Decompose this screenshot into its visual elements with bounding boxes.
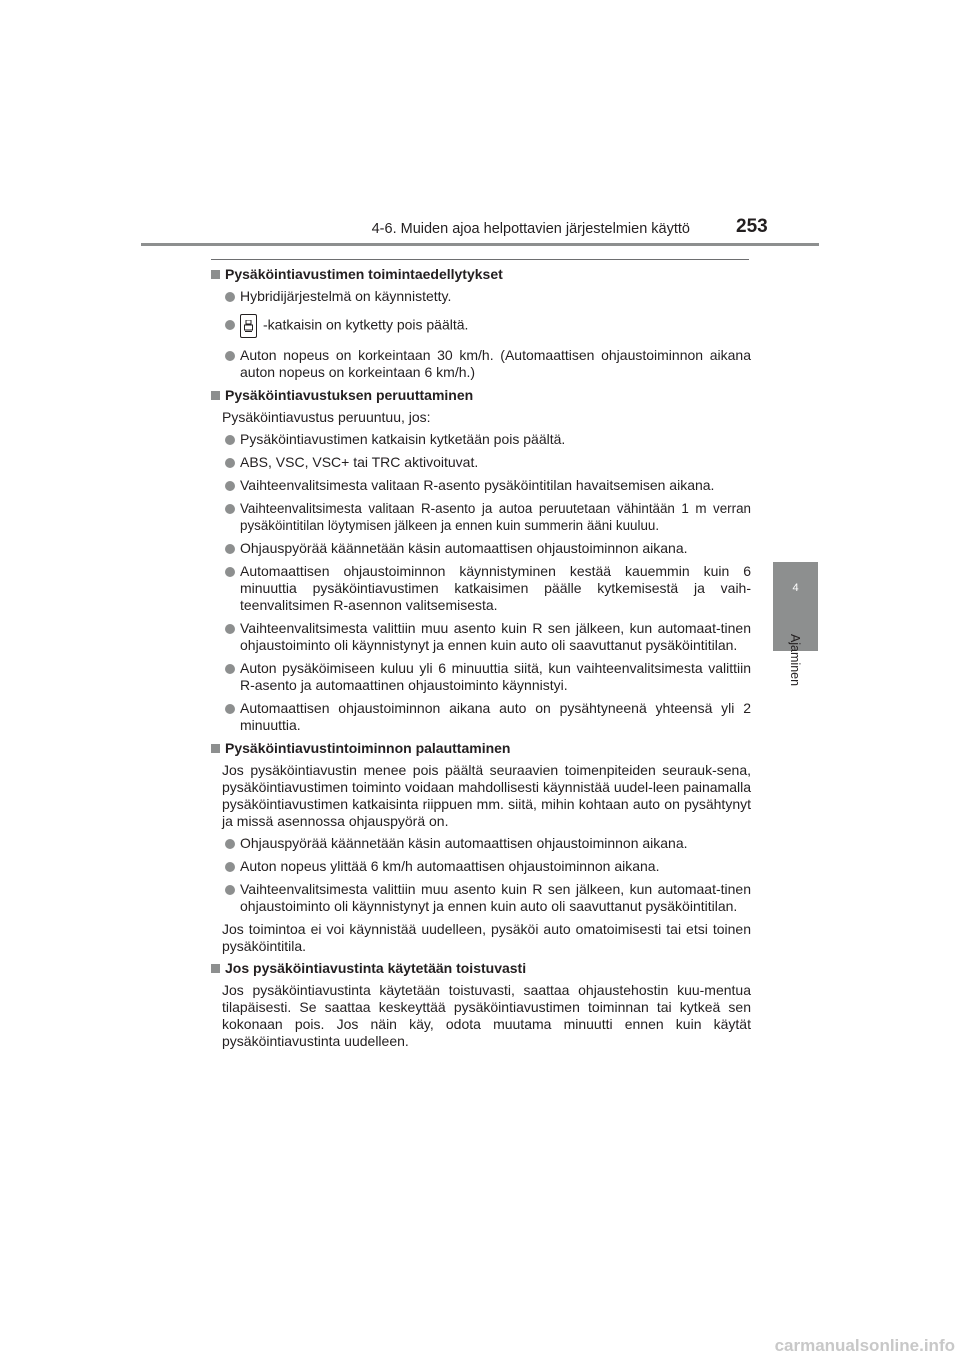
bullet-text: Ohjauspyörää käännetään käsin automaattisen ohjaustoiminnon aikana. (240, 835, 688, 851)
parking-assist-glyph-icon (244, 320, 253, 332)
heading-text: Pysäköintiavustimen toimintaedellytykset (225, 266, 503, 282)
paragraph: Jos pysäköintiavustinta käytetään toistuvasti, saattaa ohjaustehostin kuu-mentua tilapäisesti. Se saattaa keskeyttää pysäköintiavustimen toiminnan tai kytkeä sen kokonaan pois. Jos näin käy, odota muutama minuutti ennen kuin käytät pysäköintiavustinta uudelleen. (222, 982, 751, 1049)
section-heading-conditions (211, 266, 751, 283)
bullet-dot-icon (225, 292, 235, 302)
heading-square-icon (211, 391, 220, 400)
bullet-text: ABS, VSC, VSC+ tai TRC aktivoituvat. (240, 454, 479, 470)
bullet-text: Ohjauspyörää käännetään käsin automaattisen ohjaustoiminnon aikana. (240, 540, 688, 556)
bullet-item (211, 540, 751, 557)
bullet-dot-icon (225, 320, 235, 330)
bullet-text: -katkaisin on kytketty pois päältä. (263, 316, 469, 333)
chapter-tab-number: 4 (792, 582, 799, 594)
bullet-item (211, 454, 751, 471)
bullet-dot-icon (225, 624, 235, 634)
bullet-text: Vaihteenvalitsimesta valitaan R-asento pysäköintitilan havaitsemisen aikana. (240, 477, 715, 493)
bullet-text: Auton nopeus on korkeintaan 30 km/h. (Automaattisen ohjaustoiminnon aikana auton nopeus on korkeintaan 6 km/h.) (240, 347, 751, 380)
bullet-text: Pysäköintiavustimen katkaisin kytketään pois päältä. (240, 431, 566, 447)
page-content (211, 266, 751, 1055)
bullet-dot-icon (225, 567, 235, 577)
bullet-dot-icon (225, 351, 235, 361)
bullet-item (211, 881, 751, 915)
heading-square-icon (211, 744, 220, 753)
parking-assist-switch-icon (240, 314, 257, 338)
watermark: carmanualsonline.info (774, 1336, 955, 1355)
bullet-text: Auton pysäköimiseen kuluu yli 6 minuuttia siitä, kun vaihteenvalitsimesta valittiin R-asento ja automaattinen ohjaustoiminto käynnistyi. (240, 660, 751, 693)
heading-text: Jos pysäköintiavustinta käytetään toistuvasti (225, 960, 527, 976)
bullet-item (211, 500, 751, 534)
bullet-text: Vaihteenvalitsimesta valittiin muu asento kuin R sen jälkeen, kun automaat-tinen ohjaustoiminto oli käynnistynyt ja ennen kuin auto oli saavuttanut pysäköintitilan. (240, 881, 751, 914)
bullet-dot-icon (225, 885, 235, 895)
bullet-dot-icon (225, 704, 235, 714)
bullet-dot-icon (225, 435, 235, 445)
paragraph: Jos toimintoa ei voi käynnistää uudelleen, pysäköi auto omatoimisesti tai etsi toinen pysäköintitila. (222, 921, 751, 954)
chapter-tab-label-text: Ajaminen (788, 633, 802, 687)
section-heading-repeated (211, 960, 751, 977)
bullet-item (211, 431, 751, 448)
bullet-item (211, 700, 751, 734)
bullet-text: Automaattisen ohjaustoiminnon käynnistyminen kestää kauemmin kuin 6 minuuttia pysäköintiavustimen katkaisimen päälle kytkemisestä ja vaih-teenvalitsimen R-asennon valitsemisesta. (240, 563, 751, 613)
bullet-item (211, 347, 751, 381)
bullet-text: Automaattisen ohjaustoiminnon aikana auto on pysähtyneenä yhteensä yli 2 minuuttia. (240, 700, 751, 733)
bullet-dot-icon (225, 664, 235, 674)
bullet-item (211, 620, 751, 654)
bullet-text: Vaihteenvalitsimesta valittiin muu asento kuin R sen jälkeen, kun automaat-tinen ohjaustoiminto oli käynnistynyt ja ennen kuin auto oli saavuttanut pysäköintitilan. (240, 620, 751, 653)
bullet-item (211, 311, 751, 341)
chapter-tab-label (775, 625, 815, 695)
paragraph: Jos pysäköintiavustin menee pois päältä seuraavien toimenpiteiden seurauk-sena, pysäköintiavustimen toiminto voidaan mahdollisesti käynnistää uudel-leen painamalla pysäköintiavustimen katkaisinta riippuen mm. siitä, mihin kohtaan auto on pysähtynyt ja missä asennossa ohjauspyörä on. (222, 762, 751, 829)
heading-square-icon (211, 270, 220, 279)
page-number: 253 (736, 216, 768, 237)
bullet-text: Auton nopeus ylittää 6 km/h automaattisen ohjaustoiminnon aikana. (240, 858, 660, 874)
bullet-dot-icon (225, 458, 235, 468)
page-header-title: 4-6. Muiden ajoa helpottavien järjestelmien käyttö (371, 221, 690, 237)
bullet-item (211, 858, 751, 875)
heading-square-icon (211, 964, 220, 973)
bullet-item (211, 660, 751, 694)
paragraph: Pysäköintiavustus peruuntuu, jos: (222, 409, 431, 425)
section-heading-cancel (211, 387, 751, 404)
section-heading-restore (211, 740, 751, 757)
bullet-text: Hybridijärjestelmä on käynnistetty. (240, 288, 452, 304)
bullet-dot-icon (225, 481, 235, 491)
bullet-text: Vaihteenvalitsimesta valitaan R-asento ja autoa peruutetaan vähintään 1 m verran pysäköintitilan löytymisen jälkeen ja ennen kuin summerin ääni kuuluu. (240, 501, 751, 533)
content-top-divider (211, 259, 749, 260)
bullet-item (211, 288, 751, 305)
header-divider (141, 243, 819, 246)
heading-text: Pysäköintiavustuksen peruuttaminen (225, 387, 474, 403)
bullet-dot-icon (225, 862, 235, 872)
bullet-item (211, 563, 751, 614)
bullet-item (211, 835, 751, 852)
bullet-dot-icon (225, 544, 235, 554)
bullet-item (211, 477, 751, 494)
heading-text: Pysäköintiavustintoiminnon palauttaminen (225, 740, 511, 756)
bullet-dot-icon (225, 839, 235, 849)
bullet-dot-icon (225, 504, 235, 514)
